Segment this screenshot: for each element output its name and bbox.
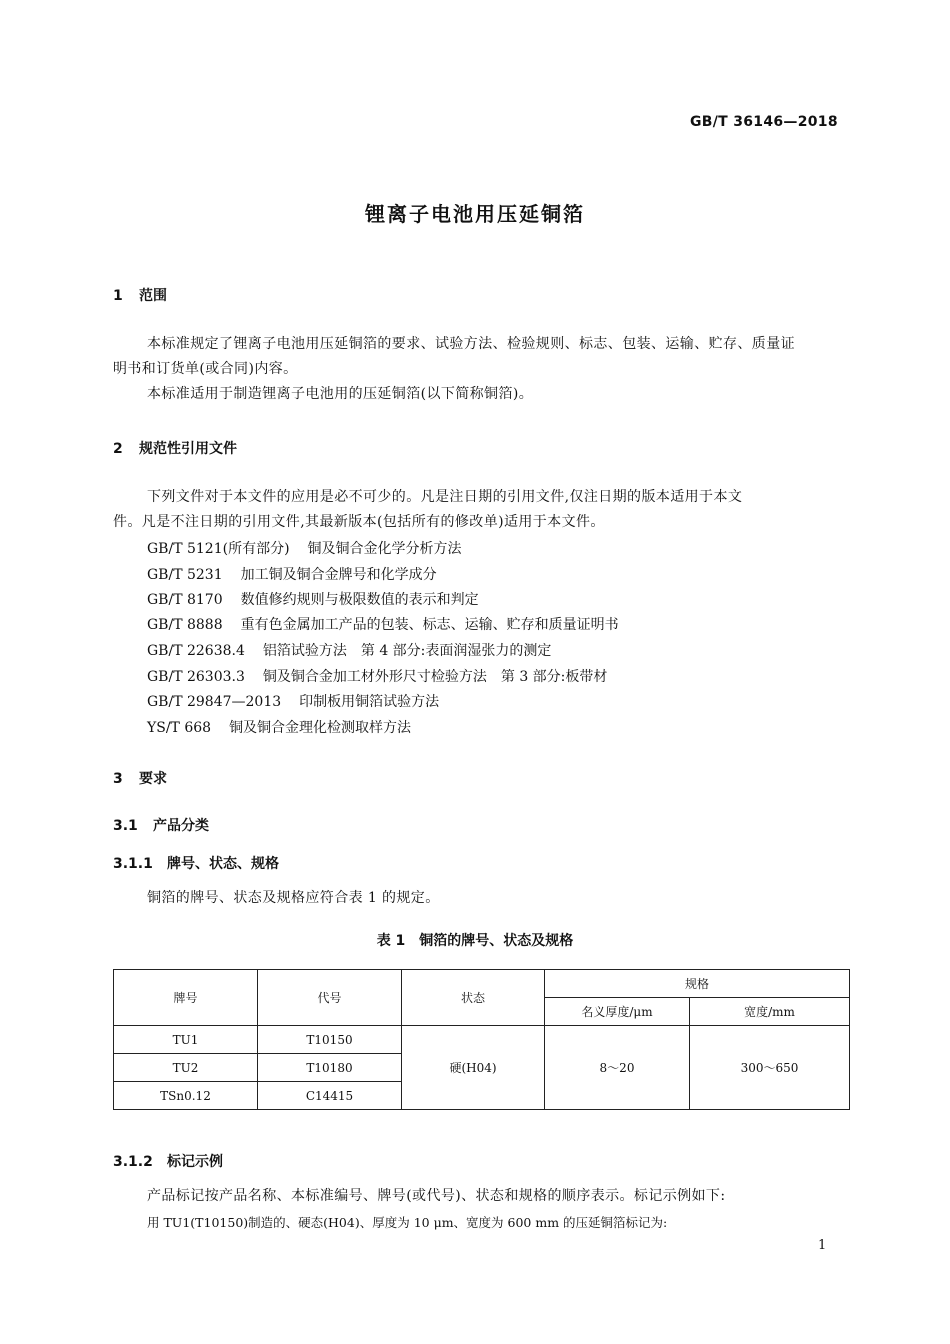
section-3-1-2-paragraph-1: 产品标记按产品名称、本标准编号、牌号(或代号)、状态和规格的顺序表示。标记示例如下: — [147, 1188, 726, 1204]
header-spec: 规格 — [545, 970, 850, 998]
section-2-paragraph-line-1: 下列文件对于本文件的应用是必不可少的。凡是注日期的引用文件,仅注日期的版本适用于本文 — [147, 489, 743, 505]
reference-title: 印制板用铜箔试验方法 — [299, 694, 440, 710]
reference-code: YS/T 668 — [147, 720, 212, 736]
reference-code: GB/T 26303.3 — [147, 669, 245, 685]
section-number: 3.1 — [113, 818, 138, 834]
page-number: 1 — [818, 1238, 827, 1253]
reference-item — [147, 691, 439, 711]
section-number: 3.1.2 — [113, 1154, 153, 1170]
header-thickness: 名义厚度/μm — [545, 998, 690, 1026]
reference-code: GB/T 8888 — [147, 617, 223, 633]
section-title: 规范性引用文件 — [139, 441, 237, 457]
reference-code: GB/T 5231 — [147, 567, 223, 583]
section-3-1-2-paragraph-2: 用 TU1(T10150)制造的、硬态(H04)、厚度为 10 μm、宽度为 600 mm 的压延铜箔标记为: — [147, 1215, 668, 1230]
reference-code: GB/T 8170 — [147, 592, 223, 608]
reference-title: 数值修约规则与极限数值的表示和判定 — [240, 592, 479, 608]
section-number: 1 — [113, 288, 123, 304]
section-number: 3 — [113, 771, 123, 787]
reference-title: 铜及铜合金加工材外形尺寸检验方法 第 3 部分:板带材 — [262, 669, 608, 685]
section-title: 要求 — [139, 771, 167, 787]
section-1-paragraph-1-line-1: 本标准规定了锂离子电池用压延铜箔的要求、试验方法、检验规则、标志、包装、运输、贮存、质量证 — [147, 336, 795, 352]
section-2-heading — [113, 438, 237, 458]
section-3-1-heading — [113, 815, 209, 835]
reference-title: 加工铜及铜合金牌号和化学成分 — [240, 567, 437, 583]
cell-code: T10180 — [258, 1054, 402, 1082]
document-title: 锂离子电池用压延铜箔 — [365, 202, 585, 226]
reference-code: GB/T 29847—2013 — [147, 694, 282, 710]
cell-temper: 硬(H04) — [402, 1026, 545, 1110]
reference-title: 铜及铜合金化学分析方法 — [307, 541, 462, 557]
reference-item — [147, 564, 437, 584]
cell-width: 300～650 — [690, 1026, 850, 1110]
cell-grade: TSn0.12 — [114, 1082, 258, 1110]
cell-grade: TU2 — [114, 1054, 258, 1082]
section-title: 产品分类 — [153, 818, 209, 834]
table-row — [114, 1026, 850, 1054]
standard-number: GB/T 36146—2018 — [690, 114, 838, 130]
cell-grade: TU1 — [114, 1026, 258, 1054]
section-1-paragraph-1-line-2: 明书和订货单(或合同)内容。 — [113, 361, 298, 377]
reference-code: GB/T 5121(所有部分) — [147, 541, 290, 557]
section-3-1-2-heading — [113, 1151, 223, 1171]
section-title: 标记示例 — [167, 1154, 223, 1170]
reference-title: 铜及铜合金理化检测取样方法 — [229, 720, 412, 736]
cell-code: C14415 — [258, 1082, 402, 1110]
section-title: 牌号、状态、规格 — [167, 856, 279, 872]
header-temper: 状态 — [402, 970, 545, 1026]
section-1-paragraph-2: 本标准适用于制造锂离子电池用的压延铜箔(以下简称铜箔)。 — [147, 386, 534, 402]
reference-item — [147, 640, 551, 660]
table-header-row — [114, 970, 850, 998]
table-caption: 表 1 铜箔的牌号、状态及规格 — [376, 933, 574, 949]
cell-thickness: 8～20 — [545, 1026, 690, 1110]
section-number: 2 — [113, 441, 123, 457]
section-title: 范围 — [139, 288, 167, 304]
header-grade: 牌号 — [114, 970, 258, 1026]
section-1-heading — [113, 285, 167, 305]
cell-code: T10150 — [258, 1026, 402, 1054]
section-3-1-1-heading — [113, 853, 279, 873]
header-code: 代号 — [258, 970, 402, 1026]
section-3-1-1-paragraph: 铜箔的牌号、状态及规格应符合表 1 的规定。 — [147, 890, 440, 906]
reference-title: 铝箔试验方法 第 4 部分:表面润湿张力的测定 — [262, 643, 552, 659]
reference-item — [147, 666, 607, 686]
reference-item — [147, 614, 619, 634]
reference-item — [147, 717, 411, 737]
header-width: 宽度/mm — [690, 998, 850, 1026]
reference-title: 重有色金属加工产品的包装、标志、运输、贮存和质量证明书 — [240, 617, 619, 633]
reference-item — [147, 538, 462, 558]
spec-table — [113, 969, 850, 1110]
section-3-heading — [113, 768, 167, 788]
reference-item — [147, 589, 479, 609]
reference-code: GB/T 22638.4 — [147, 643, 245, 659]
section-number: 3.1.1 — [113, 856, 153, 872]
section-2-paragraph-line-2: 件。凡是不注日期的引用文件,其最新版本(包括所有的修改单)适用于本文件。 — [113, 514, 605, 530]
